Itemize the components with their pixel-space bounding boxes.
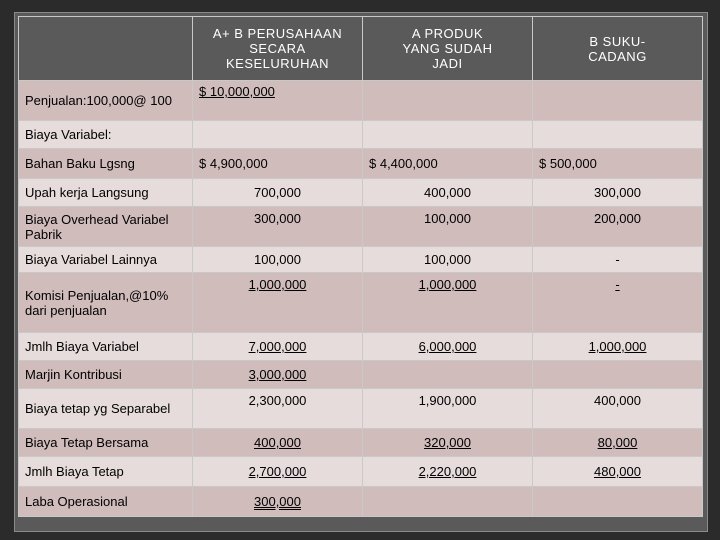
row-label: Biaya Overhead Variabel Pabrik [19,207,193,247]
cell-b [533,361,703,389]
cell-total [193,361,363,389]
cell-b-value: - [615,277,620,292]
cell-a [363,429,533,457]
cell-b: 300,000 [533,179,703,207]
row-label: Biaya tetap yg Separabel [19,389,193,429]
table-row [19,247,703,273]
cell-total: 300,000 [193,207,363,247]
cell-a [363,361,533,389]
row-label: Komisi Penjualan,@10% dari penjualan [19,273,193,333]
cell-total-value: 3,000,000 [248,367,307,382]
cell-b: 200,000 [533,207,703,247]
cell-b [533,457,703,487]
cell-a: $ 4,400,000 [363,149,533,179]
cell-total-value: 2,700,000 [248,464,307,479]
cell-b [533,273,703,333]
row-label: Biaya Tetap Bersama [19,429,193,457]
table-row [19,179,703,207]
cell-a [363,81,533,121]
cell-a [363,457,533,487]
cell-total [193,487,363,517]
table-row [19,121,703,149]
row-label: Bahan Baku Lgsng [19,149,193,179]
cell-total: 100,000 [193,247,363,273]
cell-a [363,273,533,333]
row-label: Jmlh Biaya Variabel [19,333,193,361]
cell-total [193,457,363,487]
row-label: Biaya Variabel Lainnya [19,247,193,273]
table-row [19,361,703,389]
cell-b: 400,000 [533,389,703,429]
cell-b-value: 480,000 [594,464,641,479]
row-label: Laba Operasional [19,487,193,517]
cell-b [533,121,703,149]
cell-a [363,333,533,361]
table-row [19,457,703,487]
cell-total [193,273,363,333]
cell-b [533,487,703,517]
cell-b-value: 1,000,000 [588,339,647,354]
header-row [19,17,703,81]
table-row [19,429,703,457]
cell-a-value: 2,220,000 [418,464,477,479]
cell-b-value: 80,000 [597,435,638,450]
cell-total-value: 400,000 [254,435,301,450]
cell-total-value: 7,000,000 [248,339,307,354]
cell-total-value: $ 10,000,000 [199,84,275,99]
cell-a [363,487,533,517]
table-row [19,389,703,429]
table-row [19,333,703,361]
cell-a: 100,000 [363,247,533,273]
cell-a: 400,000 [363,179,533,207]
cell-total [193,81,363,121]
row-label: Biaya Variabel: [19,121,193,149]
header-product-a-text: A PRODUK YANG SUDAH JADI [402,26,493,71]
table-row [19,273,703,333]
header-total-text: A+ B PERUSAHAAN SECARA KESELURUHAN [212,26,343,71]
cell-total [193,333,363,361]
table-row [19,487,703,517]
cell-b: - [533,247,703,273]
header-product-a [363,17,533,81]
table-row [19,81,703,121]
cell-total: $ 4,900,000 [193,149,363,179]
cell-a-value: 320,000 [424,435,471,450]
cell-total: 2,300,000 [193,389,363,429]
cell-total-value: 1,000,000 [248,277,307,292]
header-product-b [533,17,703,81]
contribution-margin-table [18,16,703,517]
header-product-b-text: B SUKU-CADANG [588,33,647,64]
cell-a: 1,900,000 [363,389,533,429]
cell-a [363,121,533,149]
header-empty [19,17,193,81]
row-label: Marjin Kontribusi [19,361,193,389]
row-label: Penjualan:100,000@ 100 [19,81,193,121]
table-row [19,149,703,179]
cell-b [533,429,703,457]
cell-total-value: 300,000 [254,494,301,509]
cell-a: 100,000 [363,207,533,247]
cell-a-value: 6,000,000 [418,339,477,354]
row-label: Jmlh Biaya Tetap [19,457,193,487]
cell-total [193,429,363,457]
table-row [19,207,703,247]
row-label: Upah kerja Langsung [19,179,193,207]
cell-b [533,333,703,361]
cell-a-value: 1,000,000 [418,277,477,292]
header-total [193,17,363,81]
cell-total: 700,000 [193,179,363,207]
cell-total [193,121,363,149]
cell-b [533,81,703,121]
cell-b: $ 500,000 [533,149,703,179]
